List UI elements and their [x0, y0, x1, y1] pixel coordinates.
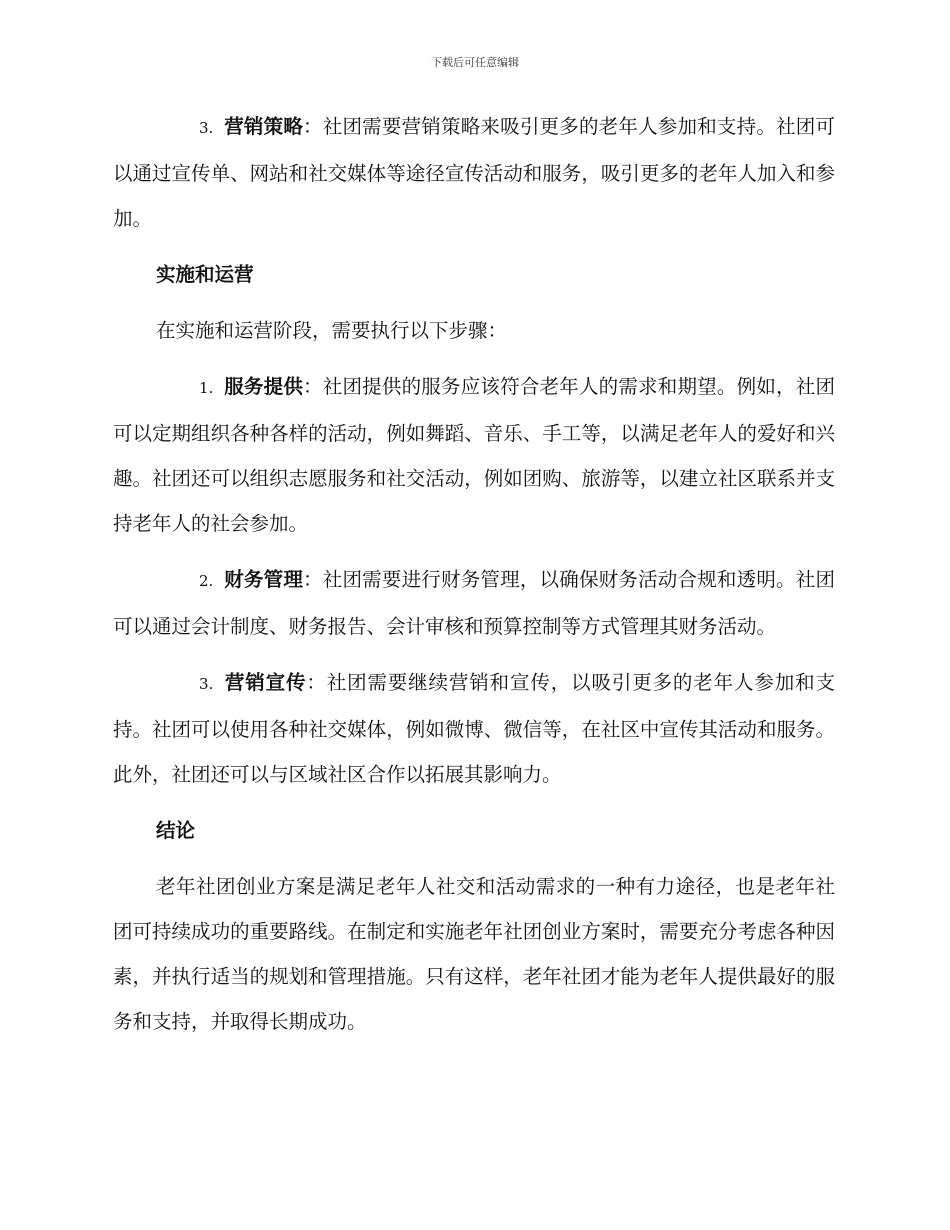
- document-body: [113, 104, 835, 1055]
- paragraph-intro: 在实施和运营阶段，需要执行以下步骤：: [156, 319, 508, 342]
- list-item-finance: [113, 557, 835, 649]
- list-term: 营销宣传: [224, 671, 307, 694]
- list-term: 营销策略: [224, 115, 304, 138]
- list-number: 1.: [199, 379, 214, 397]
- list-text: ：社团需要营销策略来吸引更多的老年人参加和支持。社团可以通过宣传单、网站和社交媒体等途径宣传活动和服务，吸引更多的老年人加入和参加。: [113, 115, 835, 230]
- list-number: 3.: [199, 675, 214, 693]
- list-item-promotion: [113, 660, 835, 797]
- list-term: 财务管理: [224, 568, 304, 591]
- section-heading-implementation: 实施和运营: [156, 263, 254, 286]
- list-text: ：社团需要继续营销和宣传，以吸引更多的老年人参加和支持。社团可以使用各种社交媒体，例如微博、微信等，在社区中宣传其活动和服务。此外，社团还可以与区域社区合作以拓展其影响力。: [113, 671, 835, 786]
- section-heading-conclusion: 结论: [156, 819, 196, 842]
- list-text: ：社团需要进行财务管理，以确保财务活动合规和透明。社团可以通过会计制度、财务报告、会计审核和预算控制等方式管理其财务活动。: [113, 568, 835, 638]
- paragraph-conclusion: 老年社团创业方案是满足老年人社交和活动需求的一种有力途径，也是老年社团可持续成功的重要路线。在制定和实施老年社团创业方案时，需要充分考虑各种因素，并执行适当的规划和管理措施。只有这样，老年社团才能为老年人提供最好的服务和支持，并取得长期成功。: [113, 875, 835, 1033]
- list-text: ：社团提供的服务应该符合老年人的需求和期望。例如，社团可以定期组织各种各样的活动，例如舞蹈、音乐、手工等，以满足老年人的爱好和兴趣。社团还可以组织志愿服务和社交活动，例如团购、旅游等，以建立社区联系并支持老年人的社会参加。: [113, 375, 835, 535]
- list-number: 2.: [199, 572, 214, 590]
- page-header: 下载后可任意编辑: [431, 56, 519, 69]
- list-item-service: [113, 364, 835, 546]
- list-item-marketing-strategy: [113, 104, 835, 241]
- list-number: 3.: [199, 119, 214, 137]
- list-term: 服务提供: [224, 375, 304, 398]
